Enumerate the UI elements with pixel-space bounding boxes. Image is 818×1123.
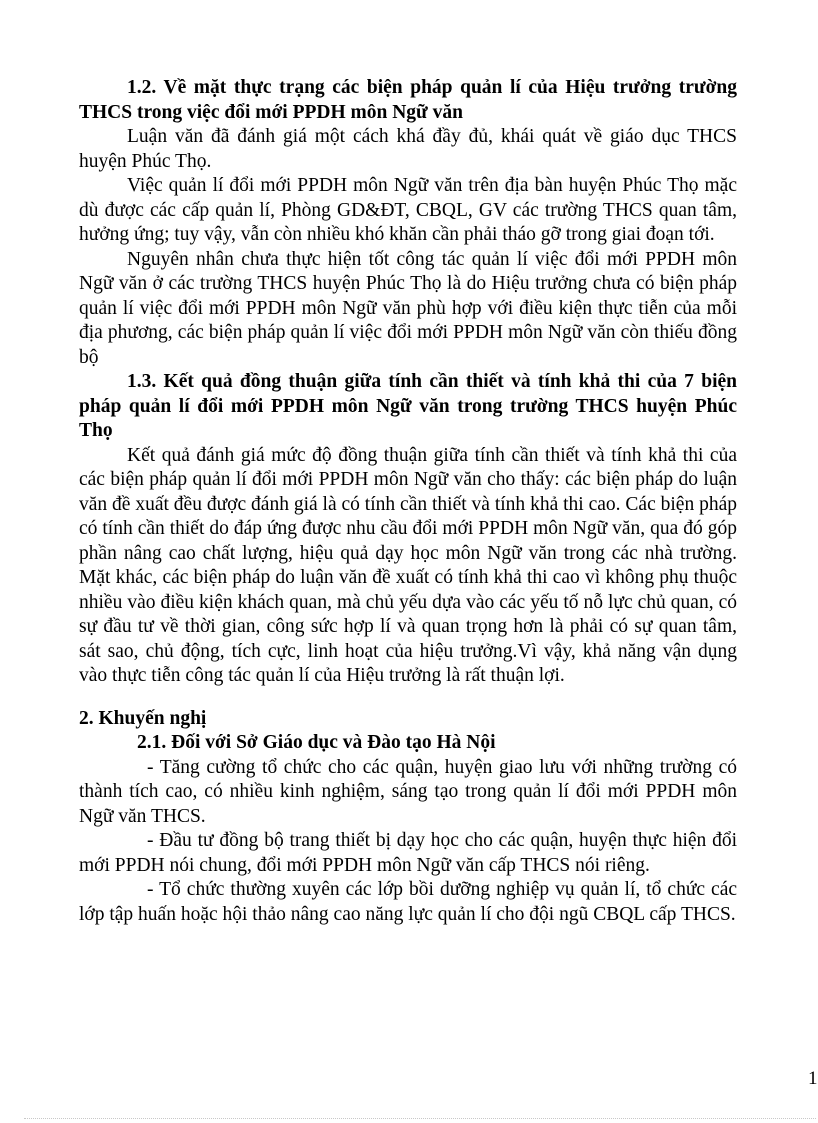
page-number: 1 <box>808 1068 818 1089</box>
heading-1-2: 1.2. Về mặt thực trạng các biện pháp quản lí của Hiệu trưởng trường THCS trong việc đổi mới PPDH môn Ngữ văn <box>79 77 737 123</box>
heading-2: 2. Khuyến nghị <box>79 707 207 729</box>
page-bottom-divider <box>24 1118 816 1119</box>
heading-1-3: 1.3. Kết quả đồng thuận giữa tính cần thiết và tính khả thi của 7 biện pháp quản lí đổi mới PPDH môn Ngữ văn trong trường THCS huyện Phúc Thọ <box>79 371 737 441</box>
paragraph: Việc quản lí đổi mới PPDH môn Ngữ văn trên địa bàn huyện Phúc Thọ mặc dù được các cấp quản lí, Phòng GD&ĐT, CBQL, GV các trường THCS quan tâm, hưởng ứng; tuy vậy, vẫn còn nhiều khó khăn cần phải tháo gỡ trong giai đoạn tới. <box>79 175 737 245</box>
paragraph: Nguyên nhân chưa thực hiện tốt công tác quản lí việc đổi mới PPDH môn Ngữ văn ở các trường THCS huyện Phúc Thọ là do Hiệu trưởng chưa có biện pháp quản lí việc đổi mới PPDH môn Ngữ văn phù hợp với điều kiện thực tiễn của mỗi địa phương, các biện pháp quản lí việc đổi mới PPDH môn Ngữ văn còn thiếu đồng bộ <box>79 248 737 368</box>
bullet-item: - Tăng cường tổ chức cho các quận, huyện giao lưu với những trường có thành tích cao, có nhiều kinh nghiệm, sáng tạo trong quản lí đổi mới PPDH môn Ngữ văn THCS. <box>79 756 737 827</box>
bullet-item: - Tổ chức thường xuyên các lớp bồi dưỡng nghiệp vụ quản lí, tổ chức các lớp tập huấn hoặc hội thảo nâng cao năng lực quản lí cho đội ngũ CBQL cấp THCS. <box>79 879 737 925</box>
document-page <box>79 76 737 927</box>
bullet-item: - Đầu tư đồng bộ trang thiết bị dạy học cho các quận, huyện thực hiện đổi mới PPDH nói chung, đổi mới PPDH môn Ngữ văn cấp THCS nói riêng. <box>79 830 737 876</box>
paragraph: Luận văn đã đánh giá một cách khá đầy đủ, khái quát về giáo dục THCS huyện Phúc Thọ. <box>79 126 737 172</box>
paragraph: Kết quả đánh giá mức độ đồng thuận giữa tính cần thiết và tính khả thi của các biện pháp quản lí đổi mới PPDH môn Ngữ văn cho thấy: các biện pháp do luận văn đề xuất đều được đánh giá là có tính cần thiết và tính khả thi cao. Các biện pháp có tính cần thiết do đáp ứng được nhu cầu đổi mới PPDH môn Ngữ văn, qua đó góp phần nâng cao chất lượng, hiệu quả dạy học môn Ngữ văn trong các nhà trường. Mặt khác, các biện pháp do luận văn đề xuất có tính khả thi cao vì không phụ thuộc nhiều vào điều kiện khách quan, mà chủ yếu dựa vào các yếu tố nỗ lực chủ quan, có sự đầu tư về thời gian, công sức hợp lí và quan trọng hơn là phải có sự quan tâm, sát sao, chủ động, tích cực, linh hoạt của hiệu trưởng.Vì vậy, khả năng vận dụng vào thực tiễn công tác quản lí của Hiệu trưởng là rất thuận lợi. <box>79 444 737 686</box>
heading-2-1: 2.1. Đối với Sở Giáo dục và Đào tạo Hà Nội <box>137 732 496 753</box>
